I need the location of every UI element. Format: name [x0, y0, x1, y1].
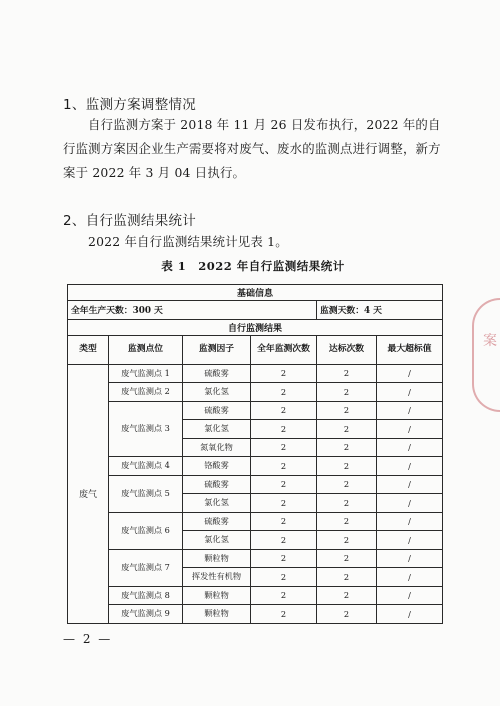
factor-cell: 颗粒物: [183, 586, 251, 605]
max-exceed-cell: /: [377, 494, 443, 513]
section-2-paragraph: 2022 年自行监测结果统计见表 1。: [88, 234, 288, 249]
pass-count-cell: 2: [317, 383, 377, 402]
annual-count-cell: 2: [251, 568, 317, 587]
max-exceed-cell: /: [377, 475, 443, 494]
table-row: [68, 586, 443, 605]
monitoring-point-cell: 废气监测点 5: [109, 475, 183, 512]
factor-cell: 颗粒物: [183, 605, 251, 624]
header-factor: 监测因子: [183, 335, 251, 364]
factor-cell: 铬酸雾: [183, 457, 251, 476]
annual-count-cell: 2: [251, 383, 317, 402]
pass-count-cell: 2: [317, 586, 377, 605]
max-exceed-cell: /: [377, 549, 443, 568]
pass-count-cell: 2: [317, 420, 377, 439]
header-point: 监测点位: [109, 335, 183, 364]
factor-cell: 硫酸雾: [183, 512, 251, 531]
monitoring-point-cell: 废气监测点 3: [109, 401, 183, 457]
max-exceed-cell: /: [377, 420, 443, 439]
pass-count-cell: 2: [317, 512, 377, 531]
factor-cell: 挥发性有机物: [183, 568, 251, 587]
factor-cell: 氯化氢: [183, 383, 251, 402]
max-exceed-cell: /: [377, 568, 443, 587]
header-type: 类型: [68, 335, 109, 364]
annual-count-cell: 2: [251, 512, 317, 531]
pass-count-cell: 2: [317, 568, 377, 587]
section-1-paragraph: 自行监测方案于 2018 年 11 月 26 日发布执行，2022 年的自行监测方案因企业生产需要将对废气、废水的监测点进行调整，新方案于 2022 年 3 月 04 日执行。: [63, 117, 441, 180]
max-exceed-cell: /: [377, 438, 443, 457]
monitoring-results-table: [67, 284, 443, 624]
table-row: [68, 364, 443, 383]
factor-cell: 氮氧化物: [183, 438, 251, 457]
annual-count-cell: 2: [251, 420, 317, 439]
pass-count-cell: 2: [317, 457, 377, 476]
header-max-exceed: 最大超标值: [377, 335, 443, 364]
table-row: [68, 605, 443, 624]
factor-cell: 氯化氢: [183, 494, 251, 513]
factor-cell: 氯化氢: [183, 531, 251, 550]
annual-count-cell: 2: [251, 549, 317, 568]
max-exceed-cell: /: [377, 401, 443, 420]
max-exceed-cell: /: [377, 512, 443, 531]
header-pass-count: 达标次数: [317, 335, 377, 364]
annual-count-cell: 2: [251, 401, 317, 420]
factor-cell: 硫酸雾: [183, 401, 251, 420]
red-seal-stamp: [472, 298, 500, 412]
monitoring-point-cell: 废气监测点 6: [109, 512, 183, 549]
annual-count-cell: 2: [251, 438, 317, 457]
annual-count-cell: 2: [251, 605, 317, 624]
pass-count-cell: 2: [317, 494, 377, 513]
monitoring-point-cell: 废气监测点 7: [109, 549, 183, 586]
pass-count-cell: 2: [317, 531, 377, 550]
basic-info-title: 基础信息: [68, 285, 443, 301]
monitoring-point-cell: 废气监测点 2: [109, 383, 183, 402]
factor-cell: 颗粒物: [183, 549, 251, 568]
annual-count-cell: 2: [251, 494, 317, 513]
seal-fragment-icon: 案: [483, 333, 497, 349]
pass-count-cell: 2: [317, 605, 377, 624]
table-caption: 表 1 2022 年自行监测结果统计: [161, 259, 345, 273]
max-exceed-cell: /: [377, 605, 443, 624]
monitoring-point-cell: 废气监测点 9: [109, 605, 183, 624]
results-title: 自行监测结果: [68, 319, 443, 335]
table-header-row: [68, 335, 443, 364]
max-exceed-cell: /: [377, 457, 443, 476]
annual-count-cell: 2: [251, 364, 317, 383]
monitoring-days: 监测天数：4 天: [317, 301, 443, 320]
pass-count-cell: 2: [317, 549, 377, 568]
pass-count-cell: 2: [317, 364, 377, 383]
max-exceed-cell: /: [377, 364, 443, 383]
table-row: [68, 383, 443, 402]
monitoring-point-cell: 废气监测点 4: [109, 457, 183, 476]
monitoring-point-cell: 废气监测点 8: [109, 586, 183, 605]
max-exceed-cell: /: [377, 531, 443, 550]
annual-count-cell: 2: [251, 531, 317, 550]
header-annual-count: 全年监测次数: [251, 335, 317, 364]
pass-count-cell: 2: [317, 401, 377, 420]
annual-count-cell: 2: [251, 475, 317, 494]
section-1-heading: 1、监测方案调整情况: [63, 97, 197, 113]
monitoring-point-cell: 废气监测点 1: [109, 364, 183, 383]
production-days: 全年生产天数：300 天: [68, 301, 317, 320]
table-row: [68, 457, 443, 476]
pass-count-cell: 2: [317, 475, 377, 494]
table-row: [68, 512, 443, 531]
table-row: [68, 475, 443, 494]
page-number: — 2 —: [63, 632, 113, 646]
pass-count-cell: 2: [317, 438, 377, 457]
annual-count-cell: 2: [251, 586, 317, 605]
section-2-heading: 2、自行监测结果统计: [63, 213, 197, 229]
factor-cell: 硫酸雾: [183, 364, 251, 383]
factor-cell: 硫酸雾: [183, 475, 251, 494]
factor-cell: 氯化氢: [183, 420, 251, 439]
category-cell: 废气: [68, 364, 109, 623]
table-row: [68, 401, 443, 420]
annual-count-cell: 2: [251, 457, 317, 476]
max-exceed-cell: /: [377, 383, 443, 402]
table-row: [68, 549, 443, 568]
max-exceed-cell: /: [377, 586, 443, 605]
